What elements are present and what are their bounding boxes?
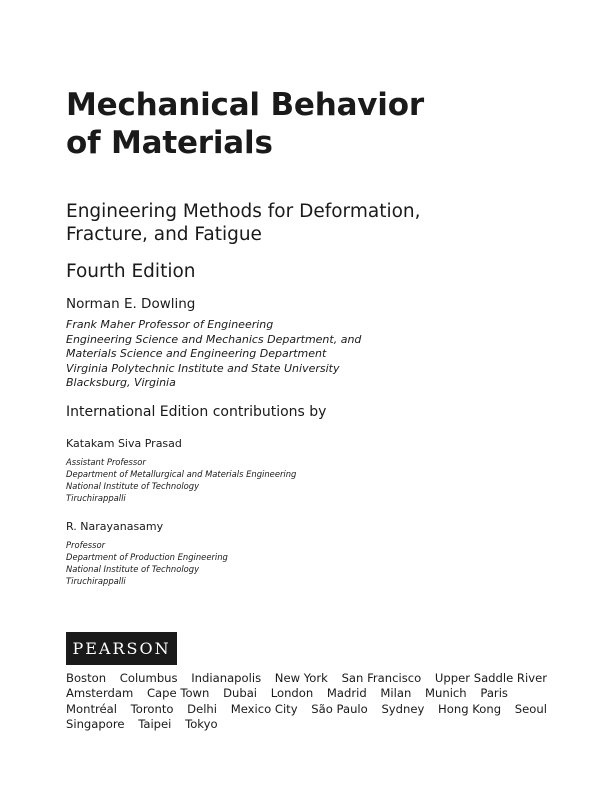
city: Sydney [381, 701, 425, 716]
contributor-affiliation [66, 539, 228, 587]
affiliation-line: Professor [66, 540, 106, 550]
author-affiliation [66, 318, 361, 391]
book-title [66, 86, 424, 162]
affiliation-line: Frank Maher Professor of Engineering [66, 318, 274, 331]
affiliation-line: Assistant Professor [66, 457, 146, 467]
city: Delhi [187, 701, 217, 716]
city: London [270, 686, 314, 701]
affiliation-line: Virginia Polytechnic Institute and State University [66, 361, 340, 375]
city: Seoul [514, 701, 547, 716]
city: Mexico City [230, 701, 298, 716]
city: Madrid [326, 686, 367, 701]
affiliation-line: Materials Science and Engineering Department [66, 347, 327, 360]
city: Singapore [66, 716, 125, 731]
city: Columbus [119, 671, 178, 685]
book-title-line: of Materials [66, 125, 273, 161]
contributor-name: R. Narayanasamy [66, 520, 164, 533]
affiliation-line: National Institute of Technology [66, 564, 200, 574]
city: San Francisco [341, 671, 422, 685]
contributor-affiliation [66, 456, 296, 504]
city: Tokyo [185, 716, 218, 731]
city-row [66, 671, 557, 686]
publisher-logo: PEARSON [66, 632, 177, 665]
affiliation-line: Engineering Science and Mechanics Department, and [66, 332, 362, 346]
city: Munich [425, 686, 467, 701]
city: Indianapolis [191, 671, 262, 685]
city: Upper Saddle River [434, 671, 547, 685]
city: Boston [66, 671, 107, 685]
book-subtitle-line: Fracture, and Fatigue [66, 224, 262, 245]
affiliation-line: Blacksburg, Virginia [66, 376, 176, 389]
city: Hong Kong [438, 701, 502, 716]
international-edition-heading: International Edition contributions by [66, 404, 327, 420]
city: Amsterdam [66, 686, 134, 701]
book-subtitle [66, 200, 421, 246]
city: Taipei [138, 716, 172, 731]
city: Paris [480, 686, 508, 701]
city: Dubai [223, 686, 258, 701]
contributor-name: Katakam Siva Prasad [66, 437, 182, 450]
city-row [66, 717, 557, 732]
city: Montréal [66, 701, 117, 716]
city: New York [274, 671, 328, 685]
author-name: Norman E. Dowling [66, 296, 196, 312]
city: Cape Town [146, 686, 210, 701]
edition: Fourth Edition [66, 261, 196, 282]
book-subtitle-line: Engineering Methods for Deformation, [66, 201, 421, 222]
affiliation-line: Department of Metallurgical and Materials Engineering [66, 469, 297, 479]
publisher-cities [66, 671, 557, 732]
affiliation-line: National Institute of Technology [66, 481, 200, 491]
city: São Paulo [311, 701, 368, 716]
affiliation-line: Tiruchirappalli [66, 493, 126, 503]
city: Milan [380, 686, 412, 701]
book-title-line: Mechanical Behavior [66, 87, 424, 123]
city: Toronto [130, 701, 174, 716]
city-row [66, 702, 557, 717]
city-row [66, 686, 557, 701]
affiliation-line: Department of Production Engineering [66, 552, 228, 562]
affiliation-line: Tiruchirappalli [66, 576, 126, 586]
